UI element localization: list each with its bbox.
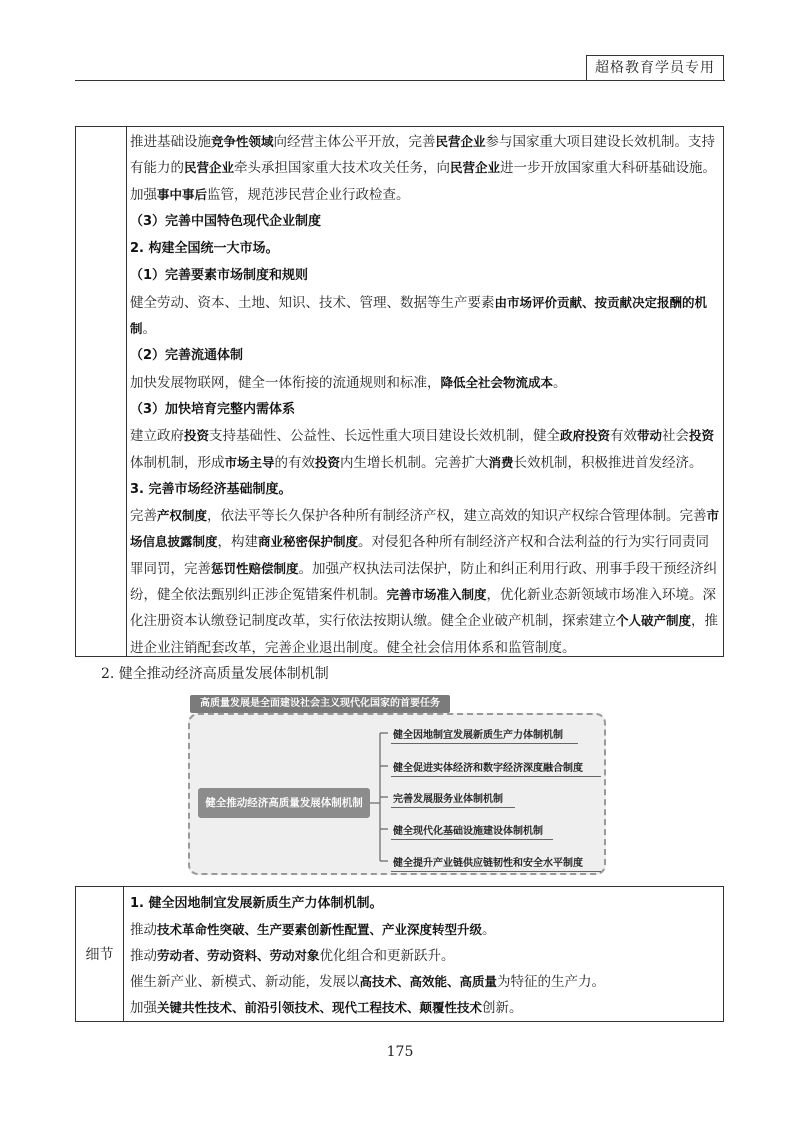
heading-text: 3. 完善市场经济基础制度。 bbox=[130, 481, 292, 497]
mind-map-title: 高质量发展是全面建设社会主义现代化国家的首要任务 bbox=[190, 695, 450, 713]
heading-text: 2. 构建全国统一大市场。 bbox=[130, 241, 279, 257]
mind-map-node: 健全促进实体经济和数字经济深度融合制度 bbox=[393, 763, 583, 774]
body-text: 牵头承担国家重大技术攻关任务，向 bbox=[234, 160, 451, 177]
table1-line bbox=[130, 582, 715, 608]
table1-line bbox=[130, 129, 715, 155]
table1-line bbox=[130, 556, 718, 582]
mind-map-node-underline bbox=[391, 743, 578, 744]
bold-text: 带动 bbox=[637, 428, 663, 444]
body-text: ，优化新业态新领域市场准入环境。深 bbox=[486, 587, 717, 604]
bold-text: 高技术、高效能、高质量 bbox=[359, 974, 498, 989]
body-text: 推动 bbox=[130, 922, 157, 938]
body-text: 加快发展物联网，健全一体衔接的流通规则和标准， bbox=[130, 374, 441, 391]
section-title: 2. 健全推动经济高质量发展体制机制 bbox=[101, 666, 329, 682]
body-text: 支持基础性、公益性、长远性重大项目建设长效机制，健全 bbox=[209, 428, 561, 445]
body-text: 进企业注销配套改革，完善企业退出制度。健全社会信用体系和监管制度。 bbox=[130, 639, 576, 656]
mind-map-center-node: 健全推动经济高质量发展体制机制 bbox=[198, 788, 370, 818]
body-text: 建立政府 bbox=[130, 428, 184, 445]
table1-line bbox=[130, 608, 719, 634]
body-text: 健全劳动、资本、土地、知识、技术、管理、数据等生产要素 bbox=[130, 294, 495, 311]
body-text: 催生新产业、新模式、新动能，发展以 bbox=[130, 974, 360, 990]
bold-text: 投资 bbox=[184, 428, 210, 444]
body-text: 内生增长机制。完善扩大 bbox=[340, 454, 489, 471]
header-badge: 超格教育学员专用 bbox=[586, 55, 724, 81]
body-text: 。 bbox=[142, 321, 157, 338]
bold-text: 制 bbox=[130, 321, 143, 337]
body-text: 完善 bbox=[130, 508, 157, 525]
body-text: 。加强产权执法司法保护，防止和纠正利用行政、刑事手段干预经济纠 bbox=[298, 560, 718, 577]
content-table-top bbox=[75, 126, 724, 657]
table1-line bbox=[130, 316, 715, 342]
bold-text: 民营企业 bbox=[435, 134, 486, 149]
bold-text: 消费 bbox=[488, 454, 514, 470]
bold-text: 个人破产制度 bbox=[616, 613, 692, 629]
mind-map-node-underline bbox=[391, 839, 553, 840]
body-text: ，构建 bbox=[217, 534, 259, 551]
table1-line bbox=[130, 635, 715, 661]
bold-text: 关键共性技术、前沿引领技术、现代工程技术、颠覆性技术 bbox=[157, 1000, 483, 1015]
page-number: 175 bbox=[386, 1044, 414, 1060]
table2-line bbox=[130, 917, 715, 943]
bold-text: 由市场评价贡献、按贡献决定报酬的机 bbox=[494, 294, 708, 310]
heading-text: （1）完善要素市场制度和规则 bbox=[130, 268, 309, 284]
bold-text: 劳动者、劳动资料、劳动对象 bbox=[157, 948, 320, 963]
table1-line bbox=[130, 290, 715, 316]
table1-line bbox=[130, 476, 715, 503]
body-text: 优化组合和更新跃升。 bbox=[319, 948, 455, 964]
table1-line bbox=[130, 503, 720, 529]
table1-line bbox=[130, 182, 715, 208]
table-content-details bbox=[130, 890, 715, 1021]
mind-map-node-underline bbox=[391, 871, 601, 872]
table1-line bbox=[130, 235, 715, 262]
body-text: 的有效 bbox=[274, 454, 316, 471]
bold-text: 市 bbox=[706, 508, 720, 524]
content-table-details bbox=[75, 886, 724, 1022]
body-text: 加强 bbox=[130, 186, 157, 203]
bold-text: 产权制度 bbox=[157, 508, 208, 524]
body-text: 化注册资本认缴登记制度改革，实行依法按期认缴。健全企业破产机制，探索建立 bbox=[130, 613, 616, 630]
bold-text: 技术革命性突破、生产要素创新性配置、产业深度转型升级 bbox=[157, 922, 483, 937]
table1-line bbox=[130, 529, 715, 555]
table-label-cell bbox=[76, 127, 127, 656]
table1-line bbox=[130, 450, 715, 476]
bold-text: 投资 bbox=[315, 454, 341, 470]
heading-text: （3）完善中国特色现代企业制度 bbox=[130, 213, 322, 229]
body-text: 。对侵犯各种所有制经济产权和合法利益的行为实行同责同 bbox=[358, 534, 710, 551]
bold-text: 场信息披露制度 bbox=[130, 534, 218, 550]
bold-text: 民营企业 bbox=[450, 160, 501, 176]
header-rule bbox=[75, 80, 725, 81]
table1-line bbox=[130, 370, 715, 396]
table-label-details: 细节 bbox=[76, 887, 124, 1021]
bold-text: 市场主导 bbox=[224, 454, 275, 470]
bold-text: 商业秘密保护制度 bbox=[258, 534, 359, 550]
body-text: 加强 bbox=[130, 1000, 157, 1016]
body-text: 长效机制，积极推进首发经济。 bbox=[513, 454, 703, 471]
bold-text: 事中事后 bbox=[157, 186, 208, 202]
mind-map-node-underline bbox=[391, 776, 601, 777]
body-text: 向经营主体公平开放，完善 bbox=[273, 134, 436, 150]
table1-line bbox=[130, 396, 715, 423]
table2-line bbox=[130, 890, 715, 917]
mind-map bbox=[188, 693, 608, 878]
body-text: 进一步开放国家重大科研基础设施。 bbox=[500, 160, 717, 177]
table1-line bbox=[130, 155, 715, 181]
mind-map-node: 完善发展服务业体制机制 bbox=[393, 794, 503, 805]
heading-text: （3）加快培育完整内需体系 bbox=[130, 401, 296, 417]
bold-text: 投资 bbox=[689, 428, 715, 444]
mind-map-node-underline bbox=[391, 807, 515, 808]
bold-text: 政府投资 bbox=[560, 428, 611, 444]
body-text: 纷，健全依法甄别纠正涉企冤错案件机制。 bbox=[130, 587, 387, 604]
mind-map-node: 健全提升产业链供应链韧性和安全水平制度 bbox=[393, 858, 583, 869]
table1-line bbox=[130, 262, 715, 289]
heading-text: 1. 健全因地制宜发展新质生产力体制机制。 bbox=[130, 896, 383, 911]
table1-line bbox=[130, 423, 715, 449]
body-text: 。 bbox=[482, 922, 496, 938]
mind-map-node: 健全因地制宜发展新质生产力体制机制 bbox=[393, 730, 563, 741]
body-text: 推进基础设施 bbox=[130, 134, 211, 150]
body-text: 罪同罚，完善 bbox=[130, 560, 211, 577]
body-text: 创新。 bbox=[482, 1000, 523, 1016]
table-content-cell bbox=[130, 129, 720, 661]
bold-text: 民营企业 bbox=[184, 160, 235, 176]
body-text: 推动 bbox=[130, 948, 157, 964]
body-text: 社会 bbox=[662, 428, 690, 445]
table1-line bbox=[130, 342, 715, 369]
body-text: 有能力的 bbox=[130, 160, 184, 177]
table1-line bbox=[130, 208, 715, 235]
bold-text: 降低全社会物流成本 bbox=[440, 374, 554, 390]
table2-line bbox=[130, 995, 715, 1021]
bold-text: 完善市场准入制度 bbox=[386, 587, 487, 603]
heading-text: （2）完善流通体制 bbox=[130, 348, 244, 364]
body-text: 监管，规范涉民营企业行政检查。 bbox=[207, 186, 410, 203]
body-text: 为特征的生产力。 bbox=[497, 974, 606, 990]
table2-line bbox=[130, 969, 715, 995]
body-text: 。 bbox=[553, 374, 567, 391]
body-text: 参与国家重大项目建设长效机制。支持 bbox=[485, 134, 716, 150]
body-text: ，依法平等长久保护各种所有制经济产权，建立高效的知识产权综合管理体制。完善 bbox=[207, 508, 707, 525]
bold-text: 惩罚性赔偿制度 bbox=[211, 560, 299, 576]
mind-map-node: 健全现代化基础设施建设体制机制 bbox=[393, 826, 543, 837]
body-text: ，推 bbox=[691, 613, 719, 630]
body-text: 有效 bbox=[610, 428, 638, 445]
bold-text: 竞争性领域 bbox=[211, 134, 274, 149]
table2-line bbox=[130, 943, 715, 969]
mind-map-connectors bbox=[188, 693, 608, 878]
body-text: 体制机制，形成 bbox=[130, 454, 225, 471]
